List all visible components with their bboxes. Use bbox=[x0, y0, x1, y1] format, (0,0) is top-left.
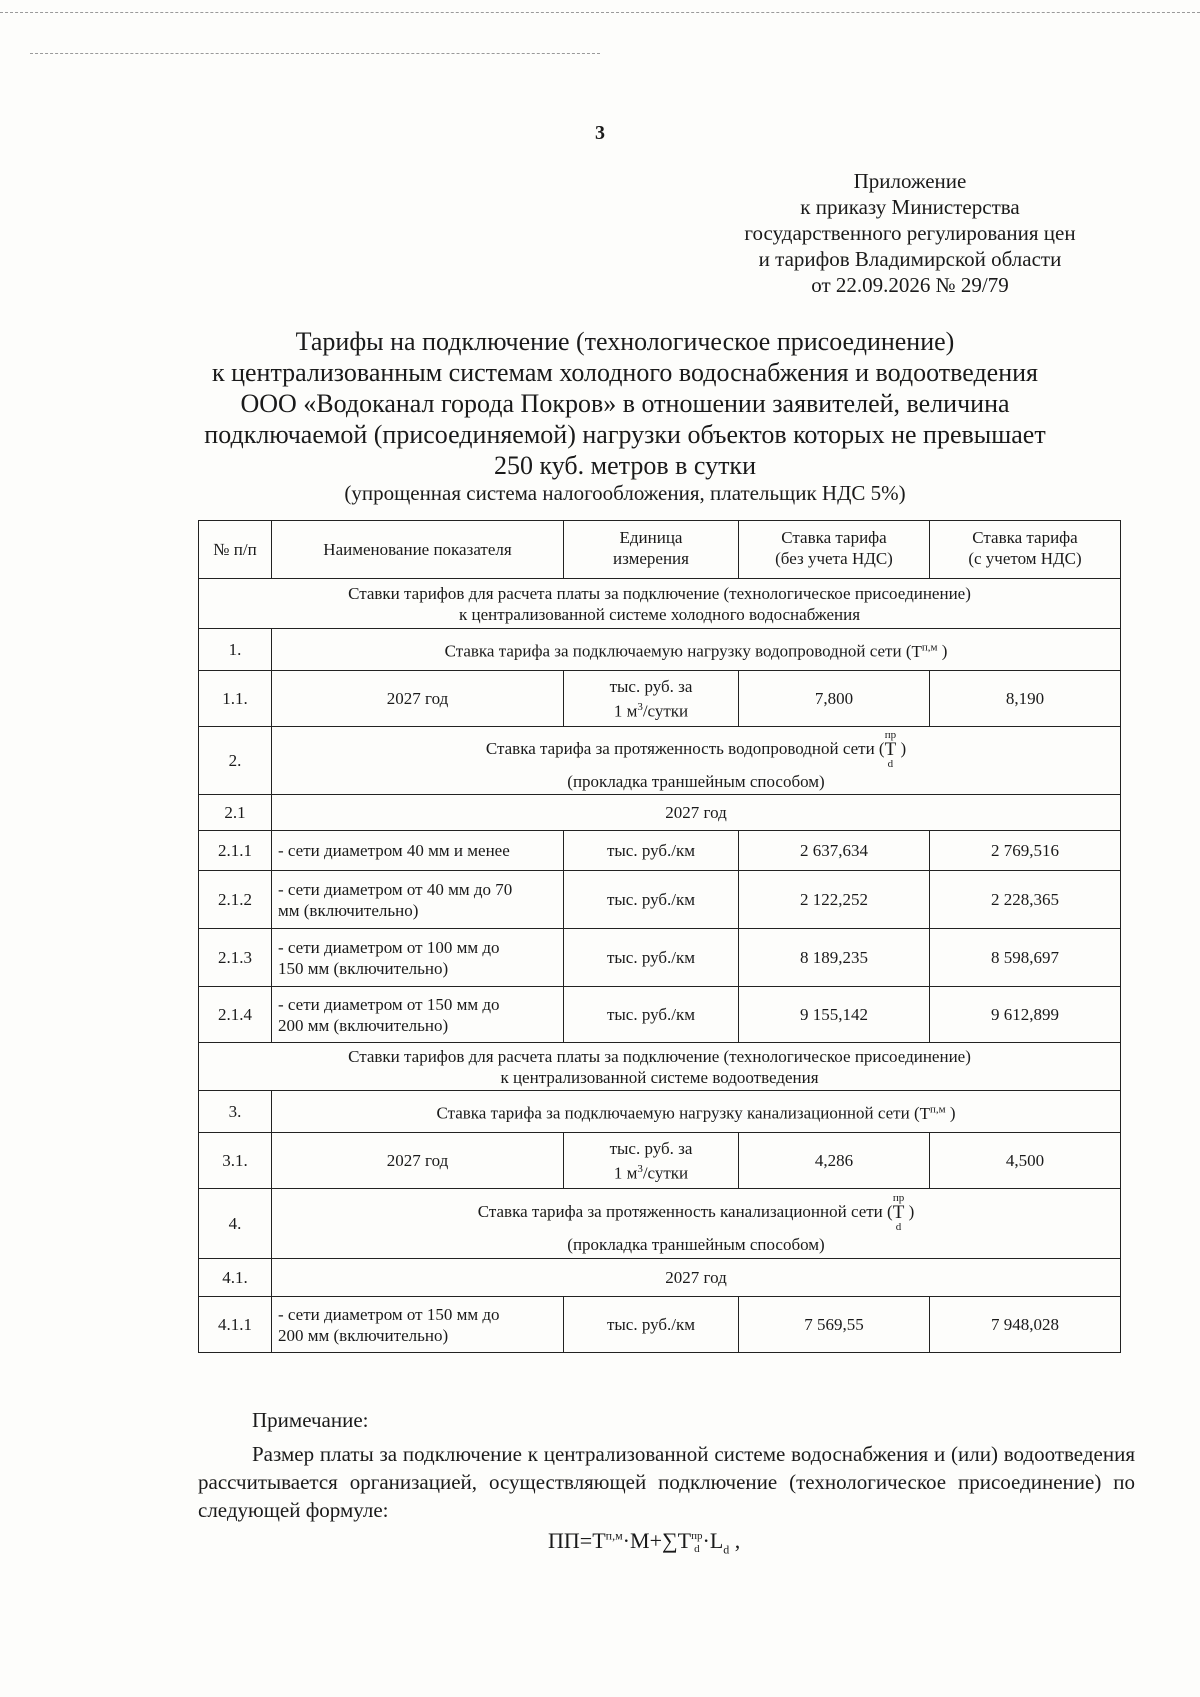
row-num: 4.1.1 bbox=[199, 1297, 272, 1353]
title-line: к централизованным системам холодного водоснабжения и водоотведения bbox=[211, 358, 1039, 387]
header-unit-line: Единица bbox=[619, 528, 683, 547]
table-row bbox=[199, 871, 1121, 929]
table-row bbox=[199, 795, 1121, 831]
document-title bbox=[160, 326, 1090, 481]
section-row-water-supply bbox=[199, 579, 1121, 629]
row-value-vat: 8,190 bbox=[930, 671, 1121, 727]
header-rate-line: (с учетом НДС) bbox=[968, 549, 1082, 568]
table-row bbox=[199, 1133, 1121, 1189]
row-title-text: Ставка тарифа за подключаемую нагрузку водопроводной сети ( bbox=[444, 641, 912, 661]
section-line: к централизованной системе водоотведения bbox=[500, 1067, 819, 1087]
row-value-vat: 9 612,899 bbox=[930, 987, 1121, 1043]
row-value-no-vat: 2 122,252 bbox=[739, 871, 930, 929]
section-row-sewerage bbox=[199, 1043, 1121, 1091]
table-row bbox=[199, 1297, 1121, 1353]
header-unit-line: измерения bbox=[613, 549, 689, 568]
row-value-vat: 8 598,697 bbox=[930, 929, 1121, 987]
header-rate-no-vat bbox=[739, 521, 930, 579]
title-line: подключаемой (присоединяемой) нагрузки объектов которых не превышает bbox=[204, 420, 1046, 449]
tariff-symbol: $Т^{п,м}$ bbox=[911, 641, 938, 661]
table-row bbox=[199, 629, 1121, 671]
header-rate-line: Ставка тарифа bbox=[781, 528, 887, 547]
header-name: Наименование показателя bbox=[272, 521, 564, 579]
row-name: - сети диаметром 40 мм и менее bbox=[272, 831, 564, 871]
row-num: 3.1. bbox=[199, 1133, 272, 1189]
row-name: - сети диаметром от 150 мм до 200 мм (включительно) bbox=[272, 987, 564, 1043]
payment-formula: $ПП=Т^{п,м}\cdot М+\sum Т$ пр d $\cdot L_d$ , bbox=[548, 1528, 741, 1557]
row-value-vat: 2 769,516 bbox=[930, 831, 1121, 871]
row-name: 2027 год bbox=[272, 671, 564, 727]
row-num: 2. bbox=[199, 727, 272, 795]
row-value-vat: 2 228,365 bbox=[930, 871, 1121, 929]
tariff-table bbox=[198, 520, 1121, 1353]
row-title: Ставка тарифа за подключаемую нагрузку водопроводной сети ($Т^{п,м}$ ) bbox=[272, 629, 1121, 671]
row-value-no-vat: 4,286 bbox=[739, 1133, 930, 1189]
row-year: 2027 год bbox=[272, 1259, 1121, 1297]
row-unit: тыс. руб. за 1 $м^3$/сутки bbox=[564, 1133, 739, 1189]
tariff-symbol: $Т^{п,м}$ bbox=[919, 1103, 946, 1123]
table-row bbox=[199, 987, 1121, 1043]
tariff-symbol: пр Т d bbox=[884, 729, 897, 770]
row-title-line2: (прокладка траншейным способом) bbox=[567, 1235, 825, 1254]
table-row bbox=[199, 727, 1121, 795]
title-line: 250 куб. метров в сутки bbox=[494, 451, 756, 480]
row-title-line2: (прокладка траншейным способом) bbox=[567, 772, 825, 791]
section-title bbox=[199, 1043, 1121, 1091]
appendix-block bbox=[660, 168, 1160, 298]
row-unit: тыс. руб./км bbox=[564, 871, 739, 929]
row-num: 1. bbox=[199, 629, 272, 671]
section-title bbox=[199, 579, 1121, 629]
header-unit bbox=[564, 521, 739, 579]
section-line: Ставки тарифов для расчета платы за подключение (технологическое присоединение) bbox=[348, 1046, 971, 1066]
row-title: Ставка тарифа за протяженность канализационной сети ( пр Т d ) (прокладка траншейным способом) bbox=[272, 1189, 1121, 1259]
appendix-line: государственного регулирования цен bbox=[744, 221, 1076, 245]
row-value-vat: 7 948,028 bbox=[930, 1297, 1121, 1353]
title-line: ООО «Водоканал города Покров» в отношении заявителей, величина bbox=[240, 389, 1010, 418]
row-num: 2.1.3 bbox=[199, 929, 272, 987]
table-row bbox=[199, 1259, 1121, 1297]
table-row bbox=[199, 929, 1121, 987]
row-value-no-vat: 9 155,142 bbox=[739, 987, 930, 1043]
row-num: 2.1 bbox=[199, 795, 272, 831]
document-subtitle: (упрощенная система налогообложения, плательщик НДС 5%) bbox=[344, 481, 906, 505]
header-num: № п/п bbox=[199, 521, 272, 579]
row-num: 2.1.2 bbox=[199, 871, 272, 929]
appendix-line: к приказу Министерства bbox=[800, 195, 1020, 219]
header-rate-line: (без учета НДС) bbox=[775, 549, 893, 568]
title-line: Тарифы на подключение (технологическое присоединение) bbox=[295, 327, 955, 356]
table-row bbox=[199, 1189, 1121, 1259]
row-name: - сети диаметром от 150 мм до 200 мм (включительно) bbox=[272, 1297, 564, 1353]
row-name: - сети диаметром от 40 мм до 70 мм (включительно) bbox=[272, 871, 564, 929]
note-heading: Примечание: bbox=[252, 1408, 369, 1432]
table-row bbox=[199, 671, 1121, 727]
row-unit: тыс. руб./км bbox=[564, 1297, 739, 1353]
row-name: - сети диаметром от 100 мм до 150 мм (включительно) bbox=[272, 929, 564, 987]
section-line: Ставки тарифов для расчета платы за подключение (технологическое присоединение) bbox=[348, 583, 971, 603]
row-num: 3. bbox=[199, 1091, 272, 1133]
row-num: 2.1.1 bbox=[199, 831, 272, 871]
tariff-symbol: пр Т d bbox=[892, 1192, 905, 1233]
scan-artifact-second bbox=[30, 53, 600, 54]
row-value-no-vat: 2 637,634 bbox=[739, 831, 930, 871]
appendix-line: и тарифов Владимирской области bbox=[758, 247, 1062, 271]
row-unit: тыс. руб. за 1 $м^3$/сутки bbox=[564, 671, 739, 727]
row-num: 4. bbox=[199, 1189, 272, 1259]
row-num: 1.1. bbox=[199, 671, 272, 727]
row-value-vat: 4,500 bbox=[930, 1133, 1121, 1189]
page-number: 3 bbox=[595, 122, 605, 144]
row-num: 2.1.4 bbox=[199, 987, 272, 1043]
header-rate-line: Ставка тарифа bbox=[972, 528, 1078, 547]
row-value-no-vat: 8 189,235 bbox=[739, 929, 930, 987]
note-text: Размер платы за подключение к централизованной системе водоснабжения и (или) водоотведения рассчитывается организацией, осуществляющей подключение (технологическое присоединение) по следующей формуле: bbox=[198, 1442, 1135, 1522]
row-unit: тыс. руб./км bbox=[564, 831, 739, 871]
scan-artifact-top bbox=[0, 12, 1200, 13]
row-name: 2027 год bbox=[272, 1133, 564, 1189]
row-num: 4.1. bbox=[199, 1259, 272, 1297]
row-title: Ставка тарифа за подключаемую нагрузку канализационной сети ($Т^{п,м}$ ) bbox=[272, 1091, 1121, 1133]
table-row bbox=[199, 831, 1121, 871]
row-title: Ставка тарифа за протяженность водопроводной сети ( пр Т d ) (прокладка траншейным способом) bbox=[272, 727, 1121, 795]
table-row bbox=[199, 1091, 1121, 1133]
row-value-no-vat: 7 569,55 bbox=[739, 1297, 930, 1353]
header-rate-vat bbox=[930, 521, 1121, 579]
section-line: к централизованной системе холодного водоснабжения bbox=[458, 604, 861, 624]
appendix-line: Приложение bbox=[853, 169, 967, 193]
row-value-no-vat: 7,800 bbox=[739, 671, 930, 727]
table-header-row bbox=[199, 521, 1121, 579]
row-unit: тыс. руб./км bbox=[564, 987, 739, 1043]
row-year: 2027 год bbox=[272, 795, 1121, 831]
appendix-line: от 22.09.2026 № 29/79 bbox=[811, 273, 1009, 297]
row-unit: тыс. руб./км bbox=[564, 929, 739, 987]
